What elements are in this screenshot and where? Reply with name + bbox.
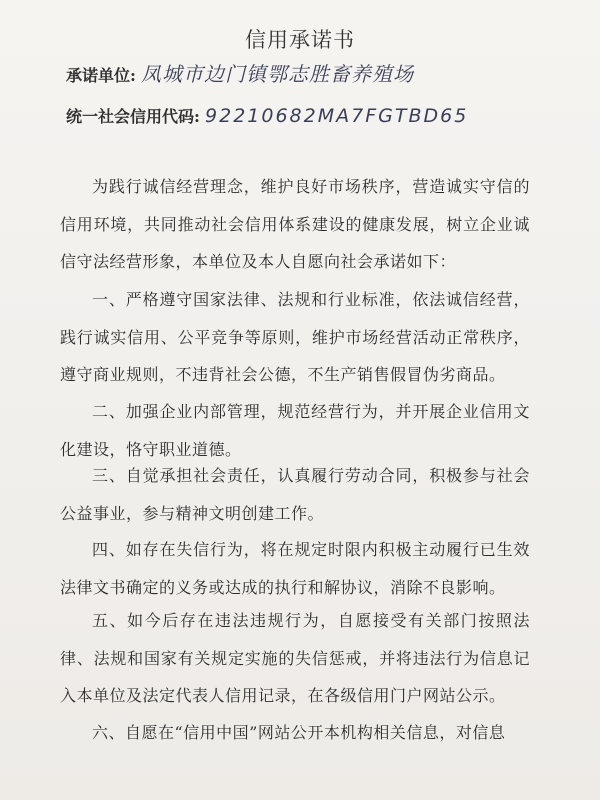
commitment-2: 二、加强企业内部管理，规范经营行为，并开展企业信用文化建设，恪守职业道德。 xyxy=(60,402,530,459)
credit-code-value: 92210682MA7FGTBD65 xyxy=(205,105,469,127)
commitment-3: 三、自觉承担社会责任，认真履行劳动合同，积极参与社会公益事业，参与精神文明创建工作。 xyxy=(60,466,530,523)
commitment-6: 六、自愿在“信用中国”网站公开本机构相关信息，对信息 xyxy=(92,723,506,742)
document-title: 信用承诺书 xyxy=(245,28,355,52)
committing-unit-value: 凤城市边门镇鄂志胜畜养殖场 xyxy=(141,62,415,86)
commitment-5: 五、如今后存在违法违规行为，自愿接受有关部门按照法律、法规和国家有关规定实施的失信惩戒，并将违法行为信息记入本单位及法定代表人信用记录，在各级信用门户网站公示。 xyxy=(60,611,530,705)
committing-unit-label: 承诺单位: xyxy=(66,66,136,85)
credit-code-row xyxy=(66,104,468,127)
credit-code-label: 统一社会信用代码: xyxy=(66,107,200,126)
commitment-1: 一、严格遵守国家法律、法规和行业标准，依法诚信经营，践行诚实信用、公平竞争等原则，维护市场经营活动正常秩序，遵守商业规则，不违背社会公德，不生产销售假冒伪劣商品。 xyxy=(60,290,530,384)
intro-paragraph: 为践行诚信经营理念，维护良好市场秩序，营造诚实守信的信用环境，共同推动社会信用体系建设的健康发展，树立企业诚信守法经营形象，本单位及本人自愿向社会承诺如下： xyxy=(60,177,530,271)
committing-unit-row xyxy=(66,58,414,87)
commitment-4: 四、如存在失信行为，将在规定时限内积极主动履行已生效法律文书确定的义务或达成的执行和解协议，消除不良影响。 xyxy=(60,540,530,597)
